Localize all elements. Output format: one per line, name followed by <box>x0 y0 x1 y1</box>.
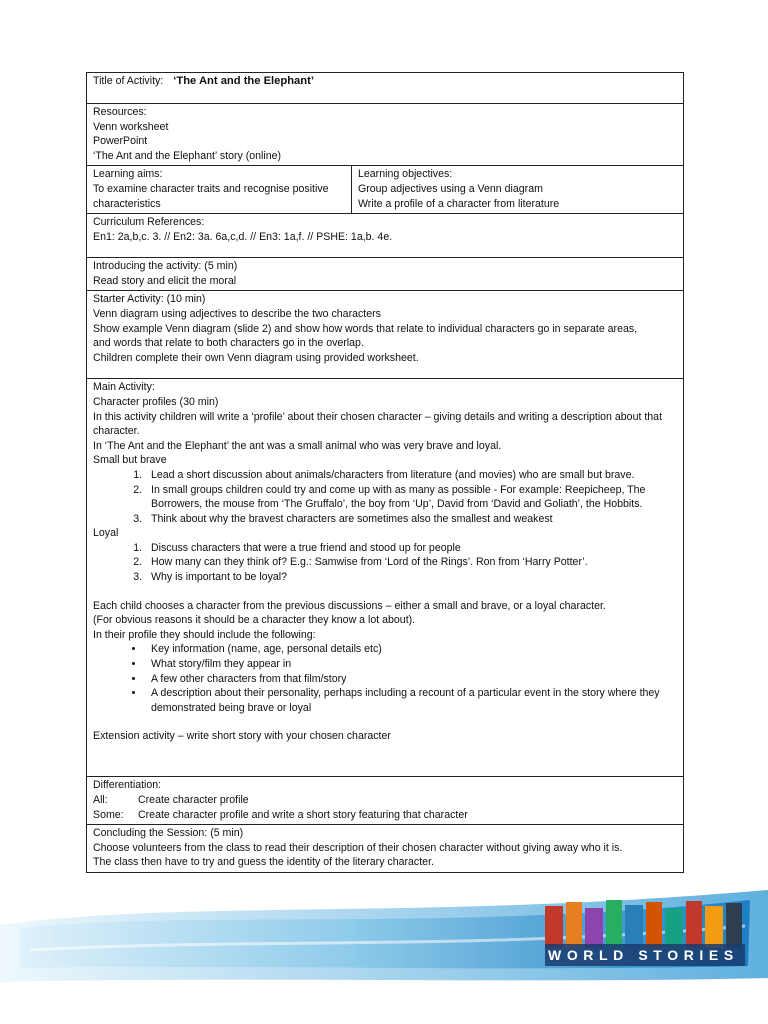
differentiation-some <box>93 808 677 823</box>
aims-cell <box>87 166 352 214</box>
differentiation-cell <box>87 777 684 825</box>
list-item: • A few other characters from that film/story <box>145 672 677 687</box>
starter-text: Show example Venn diagram (slide 2) and show how words that relate to individual characters go in separate areas, <box>93 322 638 335</box>
starter-text: Venn diagram using adjectives to describe the two characters <box>93 307 381 320</box>
list-item: • Key information (name, age, personal details etc) <box>145 642 677 657</box>
title-cell <box>87 73 684 104</box>
curriculum-heading: Curriculum References: <box>93 216 205 229</box>
resources-heading: Resources: <box>93 106 147 118</box>
starter-heading: Starter Activity: (10 min) <box>93 293 206 306</box>
loyal-heading: Loyal <box>93 527 119 540</box>
concluding-heading: Concluding the Session: (5 min) <box>93 827 244 840</box>
concluding-text: Choose volunteers from the class to read their description of their chosen character without giving away who it is. <box>93 841 623 854</box>
world-stories-text: WORLD STORIES <box>548 947 739 963</box>
concluding-text: The class then have to try and guess the identity of the literary character. <box>93 856 434 869</box>
profile-bullets <box>93 642 677 715</box>
list-item: 1. Lead a short discussion about animals/characters from literature (and movies) who are small but brave. <box>145 468 677 483</box>
differentiation-all <box>93 793 677 808</box>
choose-text: In their profile they should include the following: <box>93 628 316 641</box>
all-label: All: <box>93 793 108 806</box>
small-brave-heading: Small but brave <box>93 454 167 467</box>
objectives-cell <box>352 166 684 214</box>
objectives-heading: Learning objectives: <box>358 168 453 181</box>
extension-text: Extension activity – write short story with your chosen character <box>93 730 391 743</box>
list-item: • What story/film they appear in <box>145 657 677 672</box>
main-activity-cell <box>87 379 684 777</box>
resources-cell <box>87 104 684 166</box>
list-item: 1. Discuss characters that were a true friend and stood up for people <box>145 541 677 556</box>
differentiation-heading: Differentiation: <box>93 779 162 792</box>
choose-text: Each child chooses a character from the previous discussions – either a small and brave, or a loyal character. <box>93 599 606 612</box>
resource-item: Venn worksheet <box>93 120 169 133</box>
starter-text: Children complete their own Venn diagram using provided worksheet. <box>93 351 419 364</box>
aims-text: characteristics <box>93 197 161 210</box>
choose-text: (For obvious reasons it should be a character they know a lot about). <box>93 614 416 627</box>
list-item: • A description about their personality, perhaps including a recount of a particular event in the story where they demonstrated being brave or loyal <box>145 686 677 715</box>
main-heading: Main Activity: <box>93 381 155 394</box>
resource-item: PowerPoint <box>93 135 148 148</box>
list-item: 3. Why is important to be loyal? <box>145 570 677 585</box>
main-story: In ‘The Ant and the Elephant’ the ant was a small animal who was very brave and loyal. <box>93 439 502 452</box>
starter-text: and words that relate to both characters go in the overlap. <box>93 337 364 350</box>
title-label: Title of Activity: <box>93 75 164 87</box>
introducing-cell <box>87 258 684 291</box>
list-item: 2. How many can they think of? E.g.: Samwise from ‘Lord of the Rings’. Ron from ‘Harry Potter’. <box>145 555 677 570</box>
curriculum-cell <box>87 214 684 258</box>
small-brave-list <box>93 468 677 526</box>
introducing-text: Read story and elicit the moral <box>93 274 237 287</box>
objectives-text: Write a profile of a character from literature <box>358 197 560 210</box>
loyal-list <box>93 541 677 585</box>
aims-heading: Learning aims: <box>93 168 163 181</box>
lesson-plan <box>86 72 683 873</box>
curriculum-text: En1: 2a,b,c. 3. // En2: 3a. 6a,c,d. // En3: 1a,f. // PSHE: 1a,b. 4e. <box>93 230 393 243</box>
some-label: Some: <box>93 808 124 821</box>
objectives-text: Group adjectives using a Venn diagram <box>358 182 543 195</box>
main-subheading: Character profiles (30 min) <box>93 395 219 408</box>
activity-title: ‘The Ant and the Elephant’ <box>173 75 314 87</box>
lesson-plan-table <box>86 72 684 873</box>
main-intro: In this activity children will write a ‘profile’ about their chosen character – giving details and writing a description about that character. <box>93 410 663 438</box>
list-item: 2. In small groups children could try and come up with as many as possible - For example: Reepicheep, The Borrowers, the mouse from ‘The Gruffalo’, the boy from ‘Up’, David from ‘David and Goliath’, the Hobbits. <box>145 483 677 512</box>
all-text: Create character profile <box>138 793 249 806</box>
some-text: Create character profile and write a short story featuring that character <box>138 808 468 821</box>
concluding-cell <box>87 825 684 873</box>
aims-text: To examine character traits and recognise positive <box>93 182 329 195</box>
world-stories-footer <box>0 880 768 990</box>
list-item: 3. Think about why the bravest characters are sometimes also the smallest and weakest <box>145 512 677 527</box>
starter-cell <box>87 291 684 379</box>
introducing-heading: Introducing the activity: (5 min) <box>93 260 238 273</box>
resource-item: ‘The Ant and the Elephant’ story (online) <box>93 149 282 162</box>
